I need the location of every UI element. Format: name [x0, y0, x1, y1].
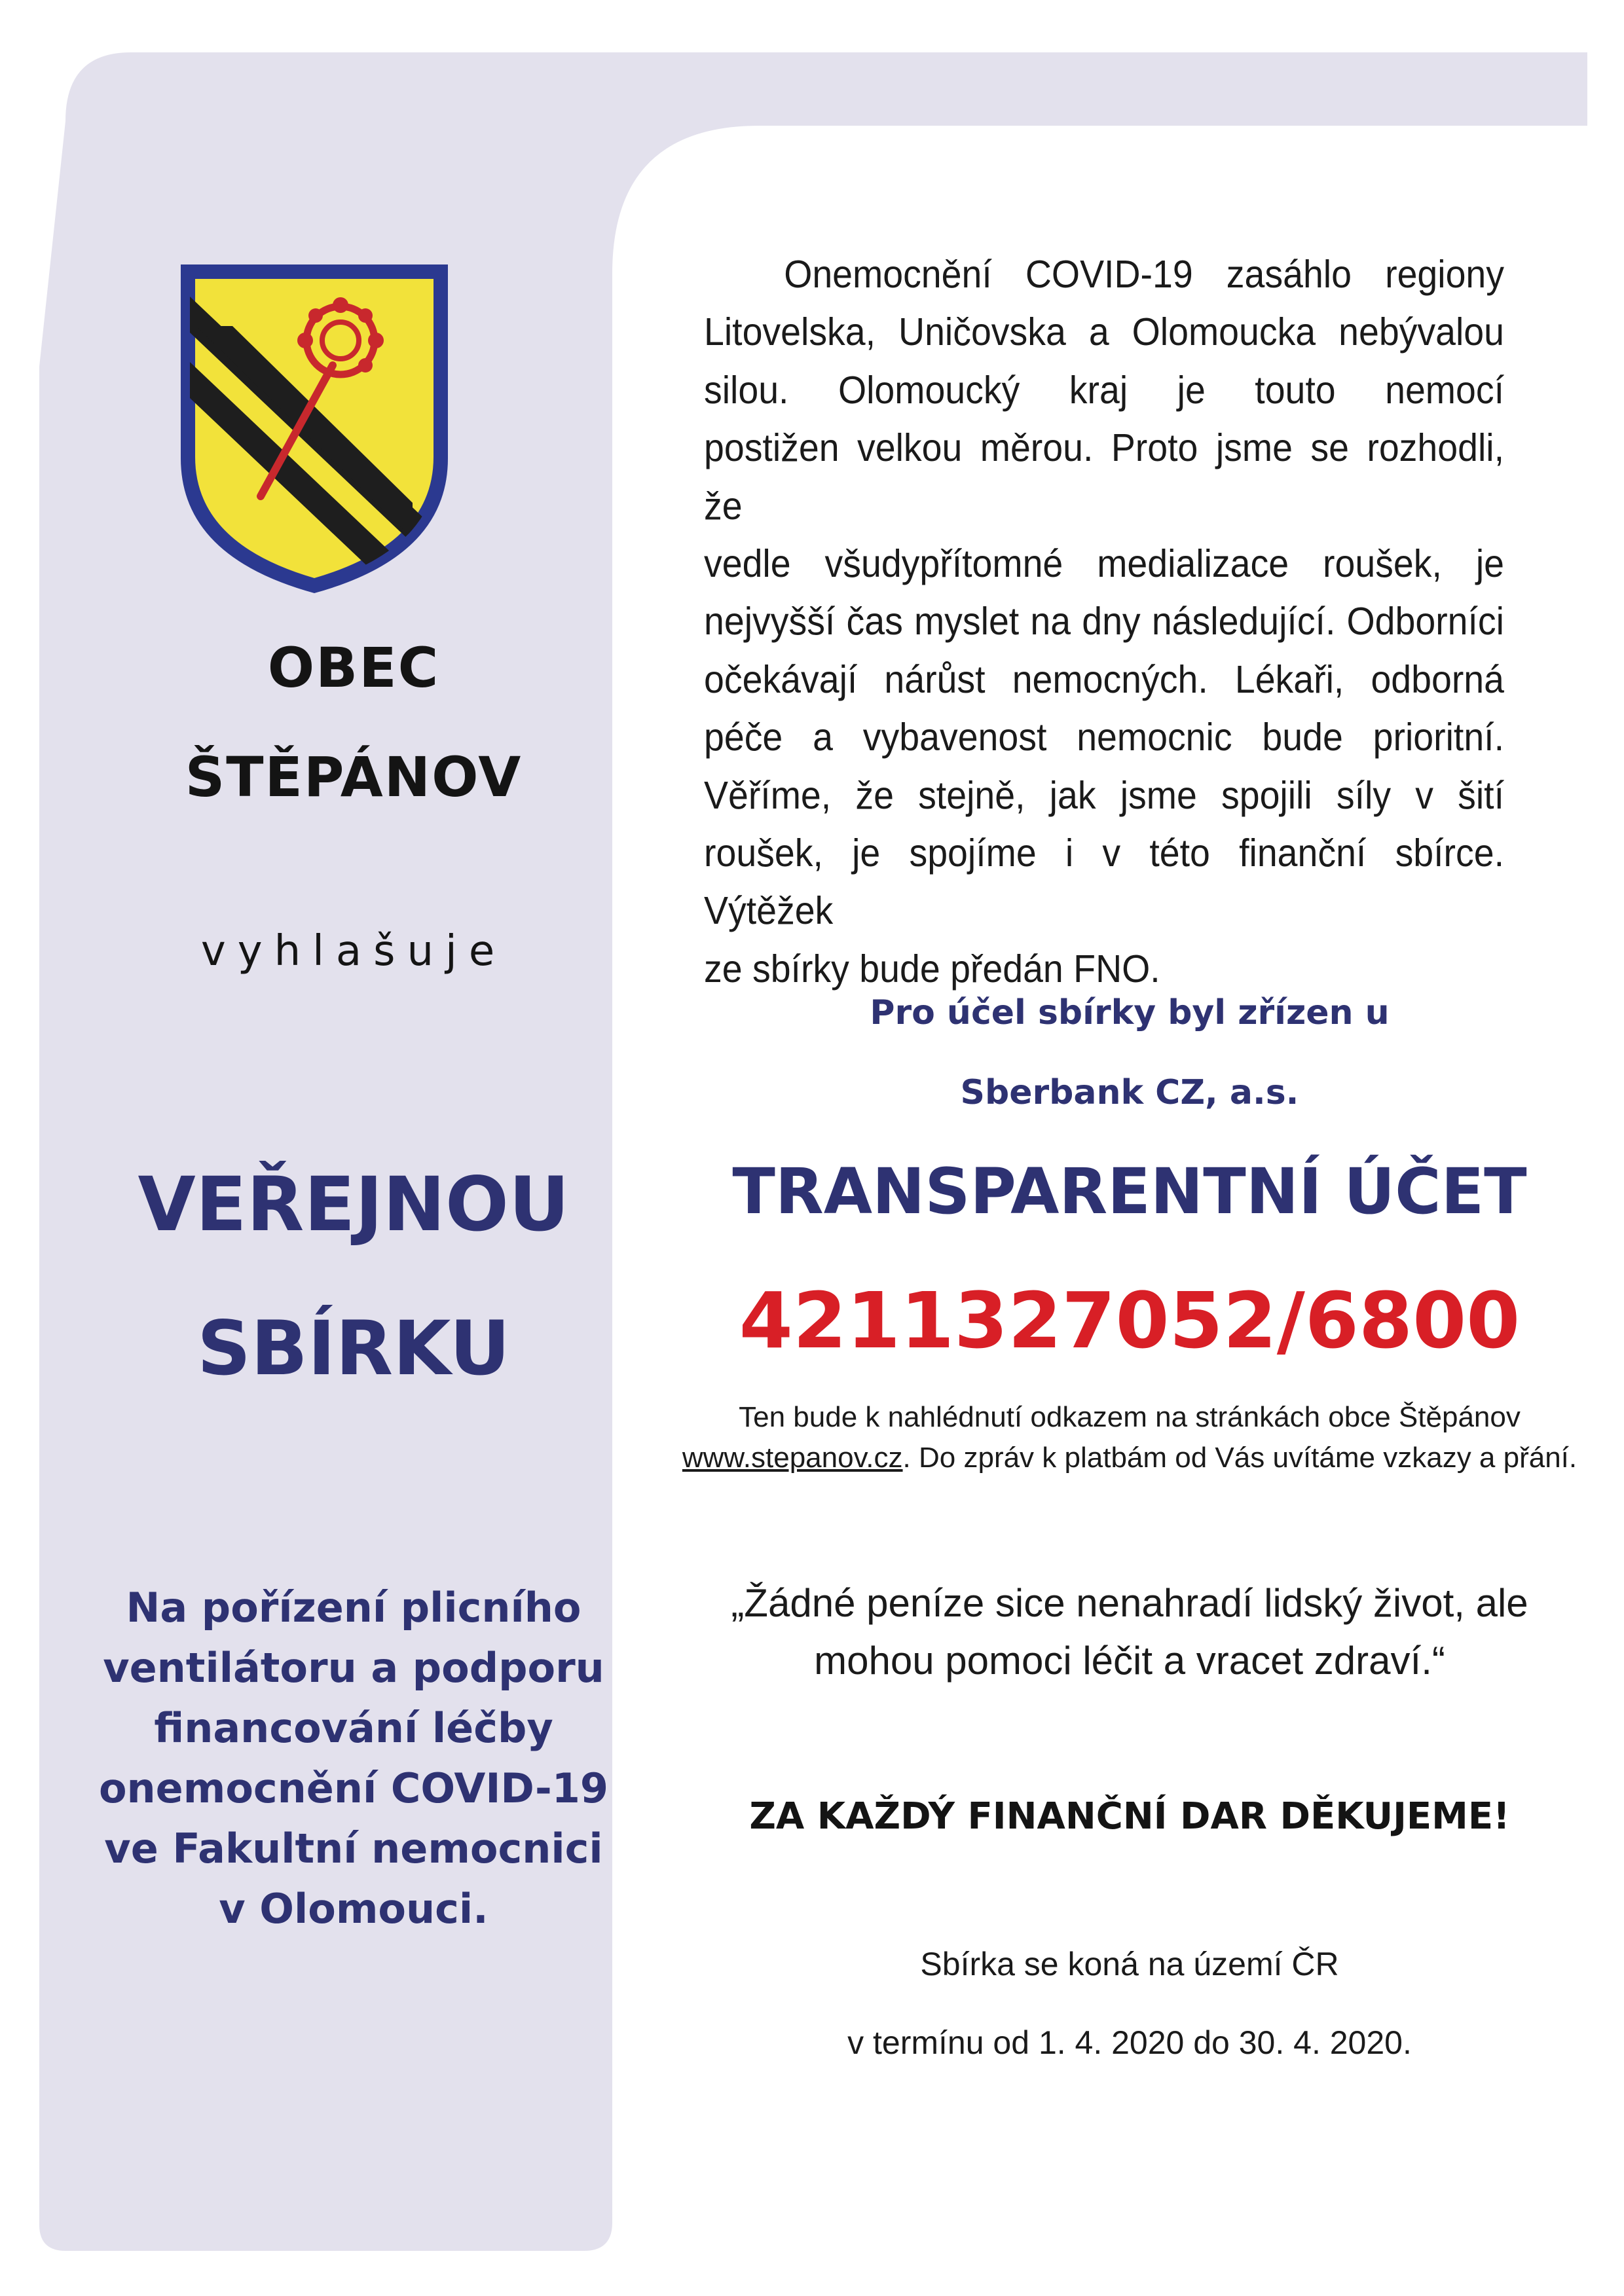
- account-intro-text: Pro účel sbírky byl zřízen u: [870, 993, 1390, 1032]
- bank-name: Sberbank CZ, a.s.: [960, 1073, 1299, 1112]
- account-note-line1: Ten bude k nahlédnutí odkazem na stránkách obce Štěpánov: [739, 1401, 1521, 1433]
- collection-title-line1: VEŘEJNOU: [138, 1161, 570, 1248]
- collection-purpose: [26, 1578, 681, 1939]
- account-note-line2: [674, 1438, 1585, 1478]
- purpose-line: ve Fakultní nemocnici: [104, 1825, 603, 1872]
- purpose-line: v Olomouci.: [219, 1885, 489, 1933]
- intro-line: vedle všudypřítomné medializace roušek, je: [704, 542, 1504, 586]
- purpose-line: ventilátoru a podporu: [103, 1644, 604, 1692]
- intro-line: nejvyšší čas myslet na dny následující. Odborníci: [704, 600, 1504, 644]
- intro-line: silou. Olomoucký kraj je touto nemocí: [704, 368, 1504, 412]
- intro-line: očekávají nárůst nemocných. Lékaři, odborná: [704, 657, 1504, 701]
- website-link[interactable]: www.stepanov.cz: [682, 1442, 903, 1474]
- intro-line: postižen velkou měrou. Proto jsme se rozhodli, že: [704, 426, 1504, 528]
- account-number: 4211327052/6800: [739, 1275, 1521, 1366]
- purpose-line: financování léčby: [154, 1704, 553, 1752]
- purpose-line: Na pořízení plicního: [126, 1584, 581, 1631]
- quote: [674, 1575, 1585, 1690]
- coat-of-arms-icon: [177, 261, 452, 594]
- thanks-text: ZA KAŽDÝ FINANČNÍ DAR DĚKUJEME!: [749, 1795, 1510, 1838]
- intro-line: Onemocnění COVID-19 zasáhlo regiony: [784, 253, 1504, 296]
- collection-place: Sbírka se koná na území ČR: [920, 1946, 1339, 1982]
- intro-line: roušek, je spojíme i v této finanční sbírce. Výtěžek: [704, 831, 1504, 933]
- account-note-rest: . Do zpráv k platbám od Vás uvítáme vzkazy a přání.: [902, 1442, 1578, 1474]
- intro-paragraph: [704, 246, 1504, 998]
- intro-line: ze sbírky bude předán FNO.: [704, 947, 1160, 991]
- obec-heading: OBEC: [267, 636, 440, 700]
- village-name: ŠTĚPÁNOV: [185, 745, 523, 809]
- purpose-line: onemocnění COVID-19: [98, 1764, 609, 1812]
- intro-line: Věříme, že stejně, jak jsme spojili síly v šití: [704, 773, 1504, 817]
- collection-term: v termínu od 1. 4. 2020 do 30. 4. 2020.: [847, 2024, 1412, 2061]
- announces-text: vyhlašuje: [200, 927, 507, 975]
- intro-line: Litovelska, Uničovska a Olomoucka nebývalou: [704, 310, 1504, 354]
- quote-line2: mohou pomoci léčit a vracet zdraví.“: [814, 1639, 1445, 1683]
- intro-line: péče a vybavenost nemocnic bude prioritní.: [704, 716, 1504, 759]
- quote-line1: „Žádné peníze sice nenahradí lidský život, ale: [731, 1581, 1528, 1625]
- collection-title-line2: SBÍRKU: [196, 1305, 511, 1392]
- account-title: TRANSPARENTNÍ ÚČET: [732, 1155, 1527, 1228]
